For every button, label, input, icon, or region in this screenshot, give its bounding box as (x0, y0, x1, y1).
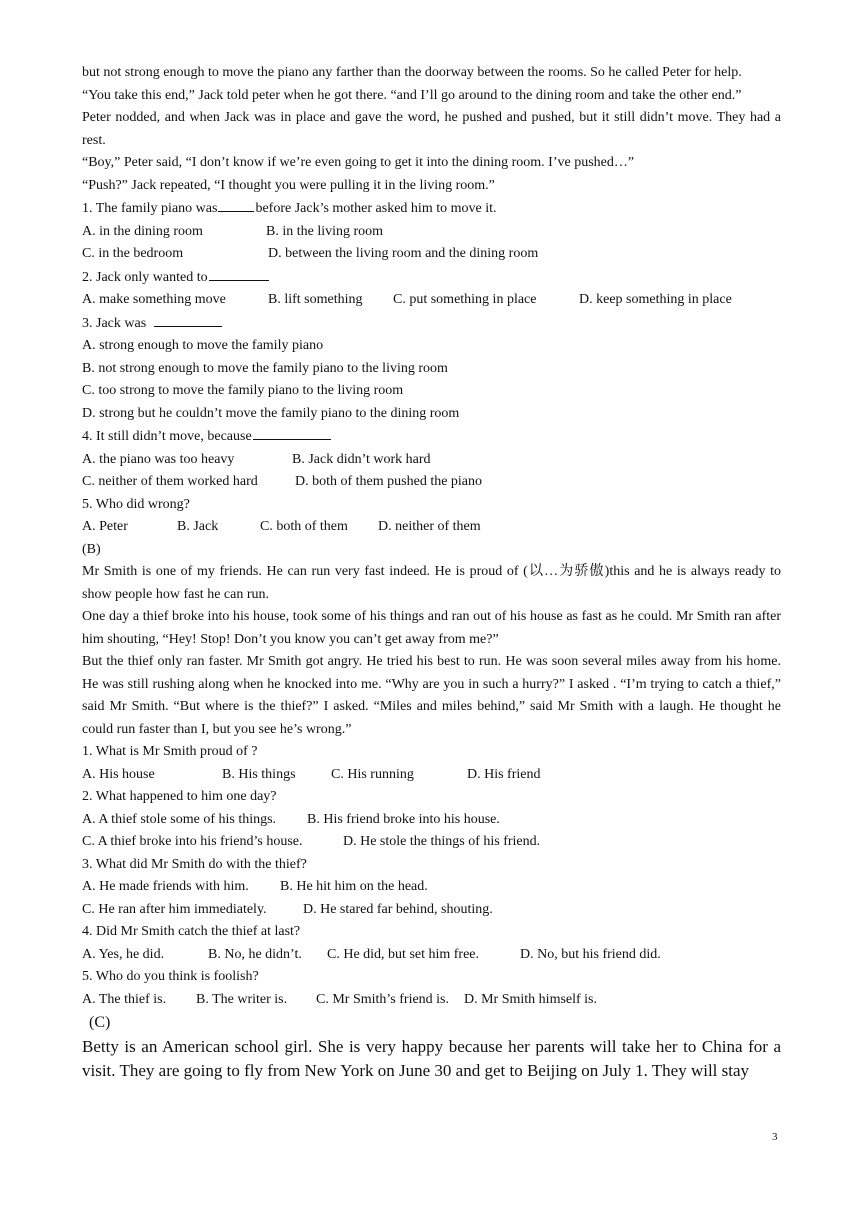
option: C. Mr Smith’s friend is. (316, 991, 450, 1007)
question-a4-stem: 4. It still didn’t move, because (82, 425, 781, 449)
option: C. A thief broke into his friend’s house. (82, 834, 303, 849)
question-b3-stem: 3. What did Mr Smith do with the thief? (82, 856, 307, 872)
question-b1-options (82, 764, 781, 787)
option: A. He made friends with him. (82, 879, 249, 894)
question-b2-stem: 2. What happened to him one day? (82, 789, 277, 804)
answer-blank (209, 266, 269, 281)
option: B. Jack didn’t work hard (292, 451, 431, 467)
question-b3-options-row2 (82, 899, 781, 922)
option: C. He did, but set him free. (327, 946, 480, 962)
document-page (82, 62, 781, 1083)
section-b-label: (B) (82, 541, 101, 557)
option: D. between the living room and the dining room (268, 246, 539, 261)
answer-blank (253, 425, 331, 440)
option: D. both of them pushed the piano (295, 474, 483, 489)
option: B. His friend broke into his house. (307, 811, 500, 827)
option: B. in the living room (266, 223, 384, 239)
question-b2-options-row1 (82, 809, 781, 832)
option: A. make something move (82, 292, 226, 307)
option: A. Yes, he did. (82, 946, 165, 962)
passage-b-paragraph: One day a thief broke into his house, took some of his things and ran out of his house as fast as he could. Mr Smith ran after him shouting, “Hey! Stop! Don’t you know you can’t get away from me?” (82, 609, 781, 647)
option: B. He hit him on the head. (280, 879, 428, 894)
option: D. His friend (467, 766, 541, 782)
question-a1-options-row1 (82, 221, 781, 244)
option: A. the piano was too heavy (82, 451, 235, 467)
passage-a-paragraph: “Boy,” Peter said, “I don’t know if we’re even going to get it into the dining room. I’ve pushed…” (82, 155, 635, 170)
question-b5-stem: 5. Who do you think is foolish? (82, 969, 259, 984)
passage-a-paragraph: “You take this end,” Jack told peter when he got there. “and I’ll go around to the dining room and take the other end.” (82, 87, 742, 103)
page-number: 3 (772, 1131, 778, 1143)
option: B. The writer is. (196, 991, 288, 1007)
option: A. in the dining room (82, 223, 203, 239)
section-c-label: (C) (89, 1014, 111, 1031)
passage-a-paragraph: “Push?” Jack repeated, “I thought you were pulling it in the living room.” (82, 177, 495, 193)
passage-c-paragraph: Betty is an American school girl. She is very happy because her parents will take her to China for a visit. They are going to fly from New York on June 30 and get to Beijing on July 1. They will stay (82, 1037, 781, 1080)
question-a2-stem: 2. Jack only wanted to (82, 266, 781, 290)
question-b3-options-row1 (82, 876, 781, 899)
question-a5-stem: 5. Who did wrong? (82, 496, 190, 512)
option: A. The thief is. (82, 991, 167, 1007)
option: B. lift something (268, 292, 363, 307)
option: A. A thief stole some of his things. (82, 811, 277, 827)
option: D. keep something in place (579, 292, 732, 307)
option: D. No, but his friend did. (520, 946, 661, 962)
option: D. strong but he couldn’t move the family piano to the dining room (82, 405, 460, 421)
option: D. Mr Smith himself is. (464, 991, 598, 1007)
answer-blank (154, 312, 222, 327)
option: C. neither of them worked hard (82, 474, 258, 489)
question-a2-options (82, 289, 781, 312)
option: B. not strong enough to move the family piano to the living room (82, 360, 448, 376)
question-b2-options-row2 (82, 831, 781, 854)
option: B. His things (222, 766, 296, 782)
option: B. No, he didn’t. (208, 946, 302, 962)
option: C. in the bedroom (82, 246, 184, 261)
option: D. neither of them (378, 519, 481, 534)
passage-a-paragraph: Peter nodded, and when Jack was in place and gave the word, he pushed and pushed, but it still didn’t move. They had a rest. (82, 110, 781, 148)
option: B. Jack (177, 519, 219, 534)
option: A. His house (82, 766, 155, 782)
question-b4-stem: 4. Did Mr Smith catch the thief at last? (82, 924, 301, 939)
option: D. He stared far behind, shouting. (303, 901, 493, 917)
question-b1-stem: 1. What is Mr Smith proud of ? (82, 744, 258, 759)
answer-blank (218, 197, 254, 212)
option: C. He ran after him immediately. (82, 901, 267, 917)
question-a3-stem: 3. Jack was (82, 312, 781, 336)
option: C. both of them (260, 519, 348, 534)
option: A. Peter (82, 519, 128, 534)
option: D. He stole the things of his friend. (343, 834, 541, 849)
passage-a-paragraph: but not strong enough to move the piano any farther than the doorway between the rooms. So he called Peter for help. (82, 65, 742, 80)
passage-b-paragraph: But the thief only ran faster. Mr Smith got angry. He tried his best to run. He was soon several miles away from his home. He was still rushing along when he knocked into me. “Why are you in such a hurry?” I asked . “I’m trying to catch a thief,” said Mr Smith. “But where is the thief?” I asked. “Miles and miles behind,” said Mr Smith with a laugh. He thought he could run faster than I, but you see he’s wrong.” (82, 654, 781, 737)
passage-b-paragraph: Mr Smith is one of my friends. He can run very fast indeed. He is proud of (以…为骄傲)this and he is always ready to show people how fast he can run. (82, 564, 781, 602)
question-a1-options-row2 (82, 243, 781, 266)
question-a4-options-row1 (82, 449, 781, 472)
option: C. put something in place (393, 292, 537, 307)
option: A. strong enough to move the family piano (82, 338, 324, 353)
option: C. His running (331, 766, 414, 782)
question-a4-options-row2 (82, 471, 781, 494)
question-a1-stem: 1. The family piano was before Jack’s mother asked him to move it. (82, 197, 781, 221)
option: C. too strong to move the family piano to the living room (82, 383, 404, 398)
question-b4-options (82, 944, 781, 967)
question-a5-options (82, 516, 781, 539)
question-b5-options (82, 989, 781, 1012)
